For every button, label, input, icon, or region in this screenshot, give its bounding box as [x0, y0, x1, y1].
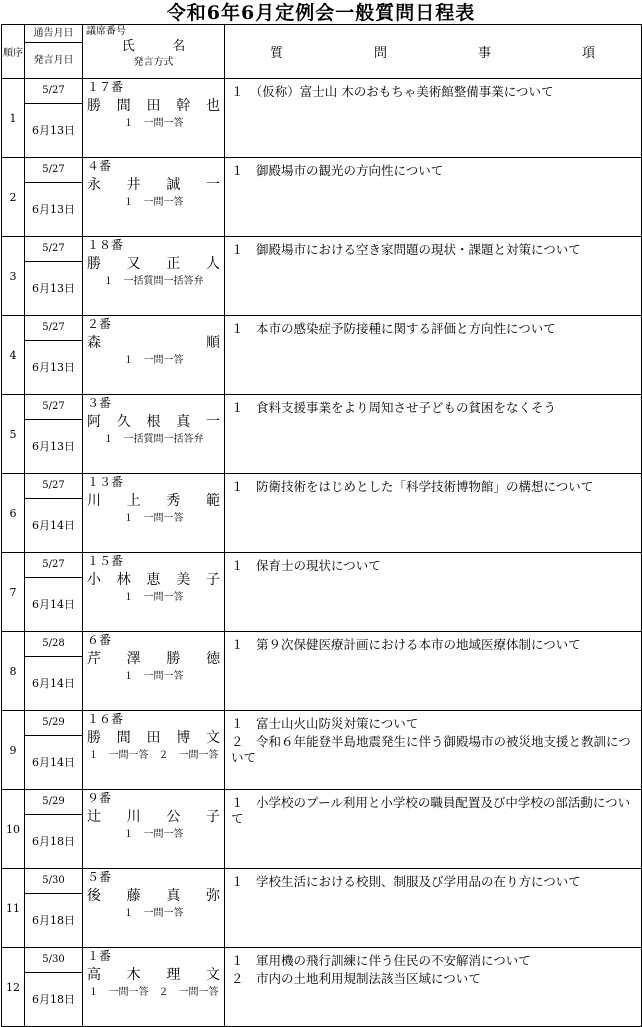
header-question-char: 項: [581, 46, 596, 61]
table-row: [2, 711, 642, 790]
speech-method: １ 一問一答: [123, 671, 184, 682]
speech-method: １ 一問一答: [123, 829, 184, 840]
seat-number: ９番: [87, 791, 112, 805]
header-name-char: 名: [172, 39, 186, 54]
question-item: １ 防衛技術をはじめとした「科学技術博物館」の構想について: [231, 479, 594, 494]
header-seat: 議席番号: [86, 26, 126, 37]
member-name-char: 誠: [166, 177, 181, 193]
member-name-char: 勝: [87, 256, 101, 272]
seat-number: ６番: [87, 633, 112, 647]
speak-date: 6月13日: [32, 361, 75, 374]
question-item: １ 軍用機の飛行訓練に伴う住民の不安解消について: [231, 953, 531, 968]
member-name-char: 美: [176, 572, 191, 588]
speech-method: １ 一問一答: [123, 197, 184, 208]
row-number: 12: [2, 948, 25, 1027]
schedule-table: [1, 24, 642, 1027]
notice-date: 5/29: [25, 790, 82, 815]
question-items: [225, 948, 642, 1027]
member-name-char: 一: [206, 414, 220, 430]
question-item: １ 御殿場市における空き家問題の現状・課題と対策について: [231, 242, 581, 257]
question-item: １ 保育士の現状について: [231, 558, 381, 573]
speak-date: 6月13日: [32, 124, 75, 137]
table-row: [2, 790, 642, 869]
table-row: [2, 474, 642, 553]
question-item: １ 本市の感染症予防接種に関する評価と方向性について: [231, 321, 556, 336]
table-row: [2, 553, 642, 632]
speech-method: １ 一問一答 ２ 一問一答: [88, 750, 219, 761]
row-dates: [25, 790, 83, 869]
row-dates: [25, 632, 83, 711]
row-number: 8: [2, 632, 25, 711]
row-number: 2: [2, 158, 25, 237]
notice-date: 5/27: [25, 79, 82, 104]
row-number: 7: [2, 553, 25, 632]
member-name-char: 子: [206, 572, 220, 588]
member-name-char: 高: [87, 967, 101, 983]
question-items: [225, 632, 642, 711]
speech-method: １ 一問一答 ２ 一問一答: [88, 987, 219, 998]
speech-method: １ 一括質問一括答弁: [103, 276, 204, 287]
speech-method: １ 一問一答: [123, 513, 184, 524]
question-items: [225, 474, 642, 553]
notice-date: 5/27: [25, 553, 82, 578]
member-name: [83, 253, 224, 275]
header-name-cell: [83, 25, 225, 79]
member-name-char: 勝: [166, 651, 181, 667]
table-row: [2, 237, 642, 316]
notice-date: 5/28: [25, 632, 82, 657]
row-member: [83, 237, 225, 316]
row-member: [83, 316, 225, 395]
seat-number: １３番: [87, 475, 124, 489]
member-name: [83, 727, 224, 749]
member-name-char: 川: [87, 493, 101, 509]
row-dates: [25, 948, 83, 1027]
member-name-char: 藤: [126, 888, 141, 904]
member-name-char: 阿: [87, 414, 101, 430]
row-member: [83, 790, 225, 869]
member-name-char: 子: [205, 809, 220, 825]
notice-date: 5/27: [25, 474, 82, 499]
member-name-char: 永: [87, 177, 101, 193]
row-number: 3: [2, 237, 25, 316]
member-name-char: 幹: [176, 98, 191, 114]
header-speak-date: 発言月日: [25, 43, 83, 79]
row-member: [83, 474, 225, 553]
question-item: １ 第９次保健医療計画における本市の地域医療体制について: [231, 637, 581, 652]
speak-date: 6月13日: [32, 440, 75, 453]
member-name-char: 間: [116, 98, 131, 114]
question-items: [225, 711, 642, 790]
member-name-char: 秀: [166, 493, 181, 509]
speak-date: 6月18日: [32, 993, 75, 1006]
seat-number: ４番: [87, 159, 112, 173]
notice-date: 5/27: [25, 395, 82, 420]
speak-date: 6月14日: [32, 677, 75, 690]
member-name-char: 田: [146, 730, 161, 746]
header-question-char: 事: [477, 46, 492, 61]
question-items: [225, 869, 642, 948]
row-dates: [25, 711, 83, 790]
member-name-char: 芹: [87, 651, 101, 667]
row-member: [83, 395, 225, 474]
member-name-char: 勝: [87, 98, 101, 114]
row-number: 6: [2, 474, 25, 553]
header-notice-date: 通告月日: [25, 25, 83, 43]
member-name-char: 範: [205, 493, 220, 509]
row-dates: [25, 316, 83, 395]
table-row: [2, 632, 642, 711]
member-name-char: 辻: [87, 809, 101, 825]
row-dates: [25, 158, 83, 237]
row-dates: [25, 79, 83, 158]
question-item: １ （仮称）富士山 木のおもちゃ美術館整備事業について: [231, 84, 554, 99]
speak-date: 6月14日: [32, 756, 75, 769]
member-name-char: 又: [126, 256, 141, 272]
member-name-char: 恵: [146, 572, 161, 588]
member-name-char: 博: [176, 730, 191, 746]
member-name-char: 真: [176, 414, 191, 430]
row-number: 4: [2, 316, 25, 395]
seat-number: ２番: [87, 317, 112, 331]
member-name-char: 文: [205, 967, 220, 983]
row-number: 10: [2, 790, 25, 869]
seat-number: １６番: [87, 712, 124, 726]
member-name-char: 根: [146, 414, 161, 430]
speech-method: １ 一括質問一括答弁: [103, 434, 204, 445]
member-name-char: 公: [166, 809, 181, 825]
member-name: [83, 885, 224, 907]
question-items: [225, 316, 642, 395]
table-row: [2, 79, 642, 158]
header-order: 順序: [2, 25, 25, 79]
row-number: 9: [2, 711, 25, 790]
table-row: [2, 948, 642, 1027]
question-items: [225, 79, 642, 158]
row-member: [83, 79, 225, 158]
member-name: [83, 95, 224, 117]
table-row: [2, 316, 642, 395]
question-items: [225, 158, 642, 237]
row-dates: [25, 474, 83, 553]
member-name-char: 徳: [205, 651, 220, 667]
speech-method: １ 一問一答: [123, 355, 184, 366]
member-name-char: 人: [205, 256, 220, 272]
row-number: 1: [2, 79, 25, 158]
member-name-char: 川: [126, 809, 141, 825]
member-name: [83, 806, 224, 828]
header-name: [83, 38, 224, 56]
question-item: １ 小学校のプール利用と小学校の職員配置及び中学校の部活動について: [231, 795, 631, 826]
speech-method: １ 一問一答: [123, 592, 184, 603]
speak-date: 6月14日: [32, 519, 75, 532]
row-member: [83, 158, 225, 237]
table-row: [2, 869, 642, 948]
question-item: １ 御殿場市の観光の方向性について: [231, 163, 444, 178]
speak-date: 6月18日: [32, 914, 75, 927]
row-dates: [25, 237, 83, 316]
seat-number: ３番: [87, 396, 112, 410]
table-row: [2, 158, 642, 237]
seat-number: ５番: [87, 870, 112, 884]
speak-date: 6月13日: [32, 203, 75, 216]
header-method: 発言方式: [133, 57, 174, 68]
member-name-char: 理: [166, 967, 181, 983]
member-name: [83, 569, 224, 591]
row-member: [83, 553, 225, 632]
notice-date: 5/30: [25, 869, 82, 894]
member-name-char: 小: [87, 572, 101, 588]
member-name-char: 田: [146, 98, 161, 114]
row-dates: [25, 395, 83, 474]
header-question-char: 問: [373, 46, 388, 61]
speech-method: １ 一問一答: [123, 118, 184, 129]
seat-number: １番: [87, 949, 112, 963]
seat-number: １５番: [87, 554, 124, 568]
row-dates: [25, 869, 83, 948]
header-question: [225, 25, 642, 79]
speak-date: 6月14日: [32, 598, 75, 611]
seat-number: １８番: [87, 238, 124, 252]
question-item: １ 食料支援事業をより周知させ子どもの貧困をなくそう: [231, 400, 557, 415]
row-member: [83, 869, 225, 948]
notice-date: 5/27: [25, 316, 82, 341]
member-name: [83, 648, 224, 670]
member-name: [83, 964, 224, 986]
member-name: [83, 174, 224, 196]
member-name-char: 弥: [205, 888, 220, 904]
row-number: 5: [2, 395, 25, 474]
speak-date: 6月13日: [32, 282, 75, 295]
member-name-char: 森: [87, 335, 101, 351]
member-name-char: 井: [126, 177, 141, 193]
header-question-char: 質: [269, 46, 284, 61]
member-name-char: 正: [166, 256, 181, 272]
header-row-1: [2, 25, 642, 43]
notice-date: 5/27: [25, 158, 82, 183]
question-item: ２ 令和６年能登半島地震発生に伴う御殿場市の被災地支援と教訓について: [231, 734, 631, 765]
member-name: [83, 332, 224, 354]
speech-method: １ 一問一答: [123, 908, 184, 919]
question-items: [225, 237, 642, 316]
question-item: １ 富士山火山防災対策について: [231, 716, 419, 731]
notice-date: 5/27: [25, 237, 82, 262]
question-item: １ 学校生活における校則、制服及び学用品の在り方について: [231, 874, 581, 889]
member-name: [83, 490, 224, 512]
member-name: [83, 411, 224, 433]
table-row: [2, 395, 642, 474]
member-name-char: 真: [166, 888, 181, 904]
member-name-char: 木: [126, 967, 141, 983]
row-member: [83, 711, 225, 790]
member-name-char: 一: [205, 177, 220, 193]
member-name-char: 久: [116, 414, 131, 430]
member-name-char: 勝: [87, 730, 101, 746]
member-name-char: 順: [206, 335, 220, 351]
member-name-char: 也: [206, 98, 220, 114]
member-name-char: 間: [116, 730, 131, 746]
member-name-char: 文: [206, 730, 220, 746]
question-items: [225, 553, 642, 632]
row-member: [83, 948, 225, 1027]
question-item: ２ 市内の土地利用規制法該当区域について: [231, 971, 481, 986]
row-number: 11: [2, 869, 25, 948]
notice-date: 5/29: [25, 711, 82, 736]
header-name-char: 氏: [121, 39, 135, 54]
seat-number: １７番: [87, 80, 124, 94]
question-items: [225, 790, 642, 869]
row-dates: [25, 553, 83, 632]
notice-date: 5/30: [25, 948, 82, 973]
member-name-char: 後: [87, 888, 101, 904]
member-name-char: 澤: [126, 651, 141, 667]
member-name-char: 林: [116, 572, 131, 588]
speak-date: 6月18日: [32, 835, 75, 848]
member-name-char: 上: [126, 493, 141, 509]
row-member: [83, 632, 225, 711]
question-items: [225, 395, 642, 474]
page-title: 令和6年6月定例会一般質問日程表: [166, 2, 476, 24]
